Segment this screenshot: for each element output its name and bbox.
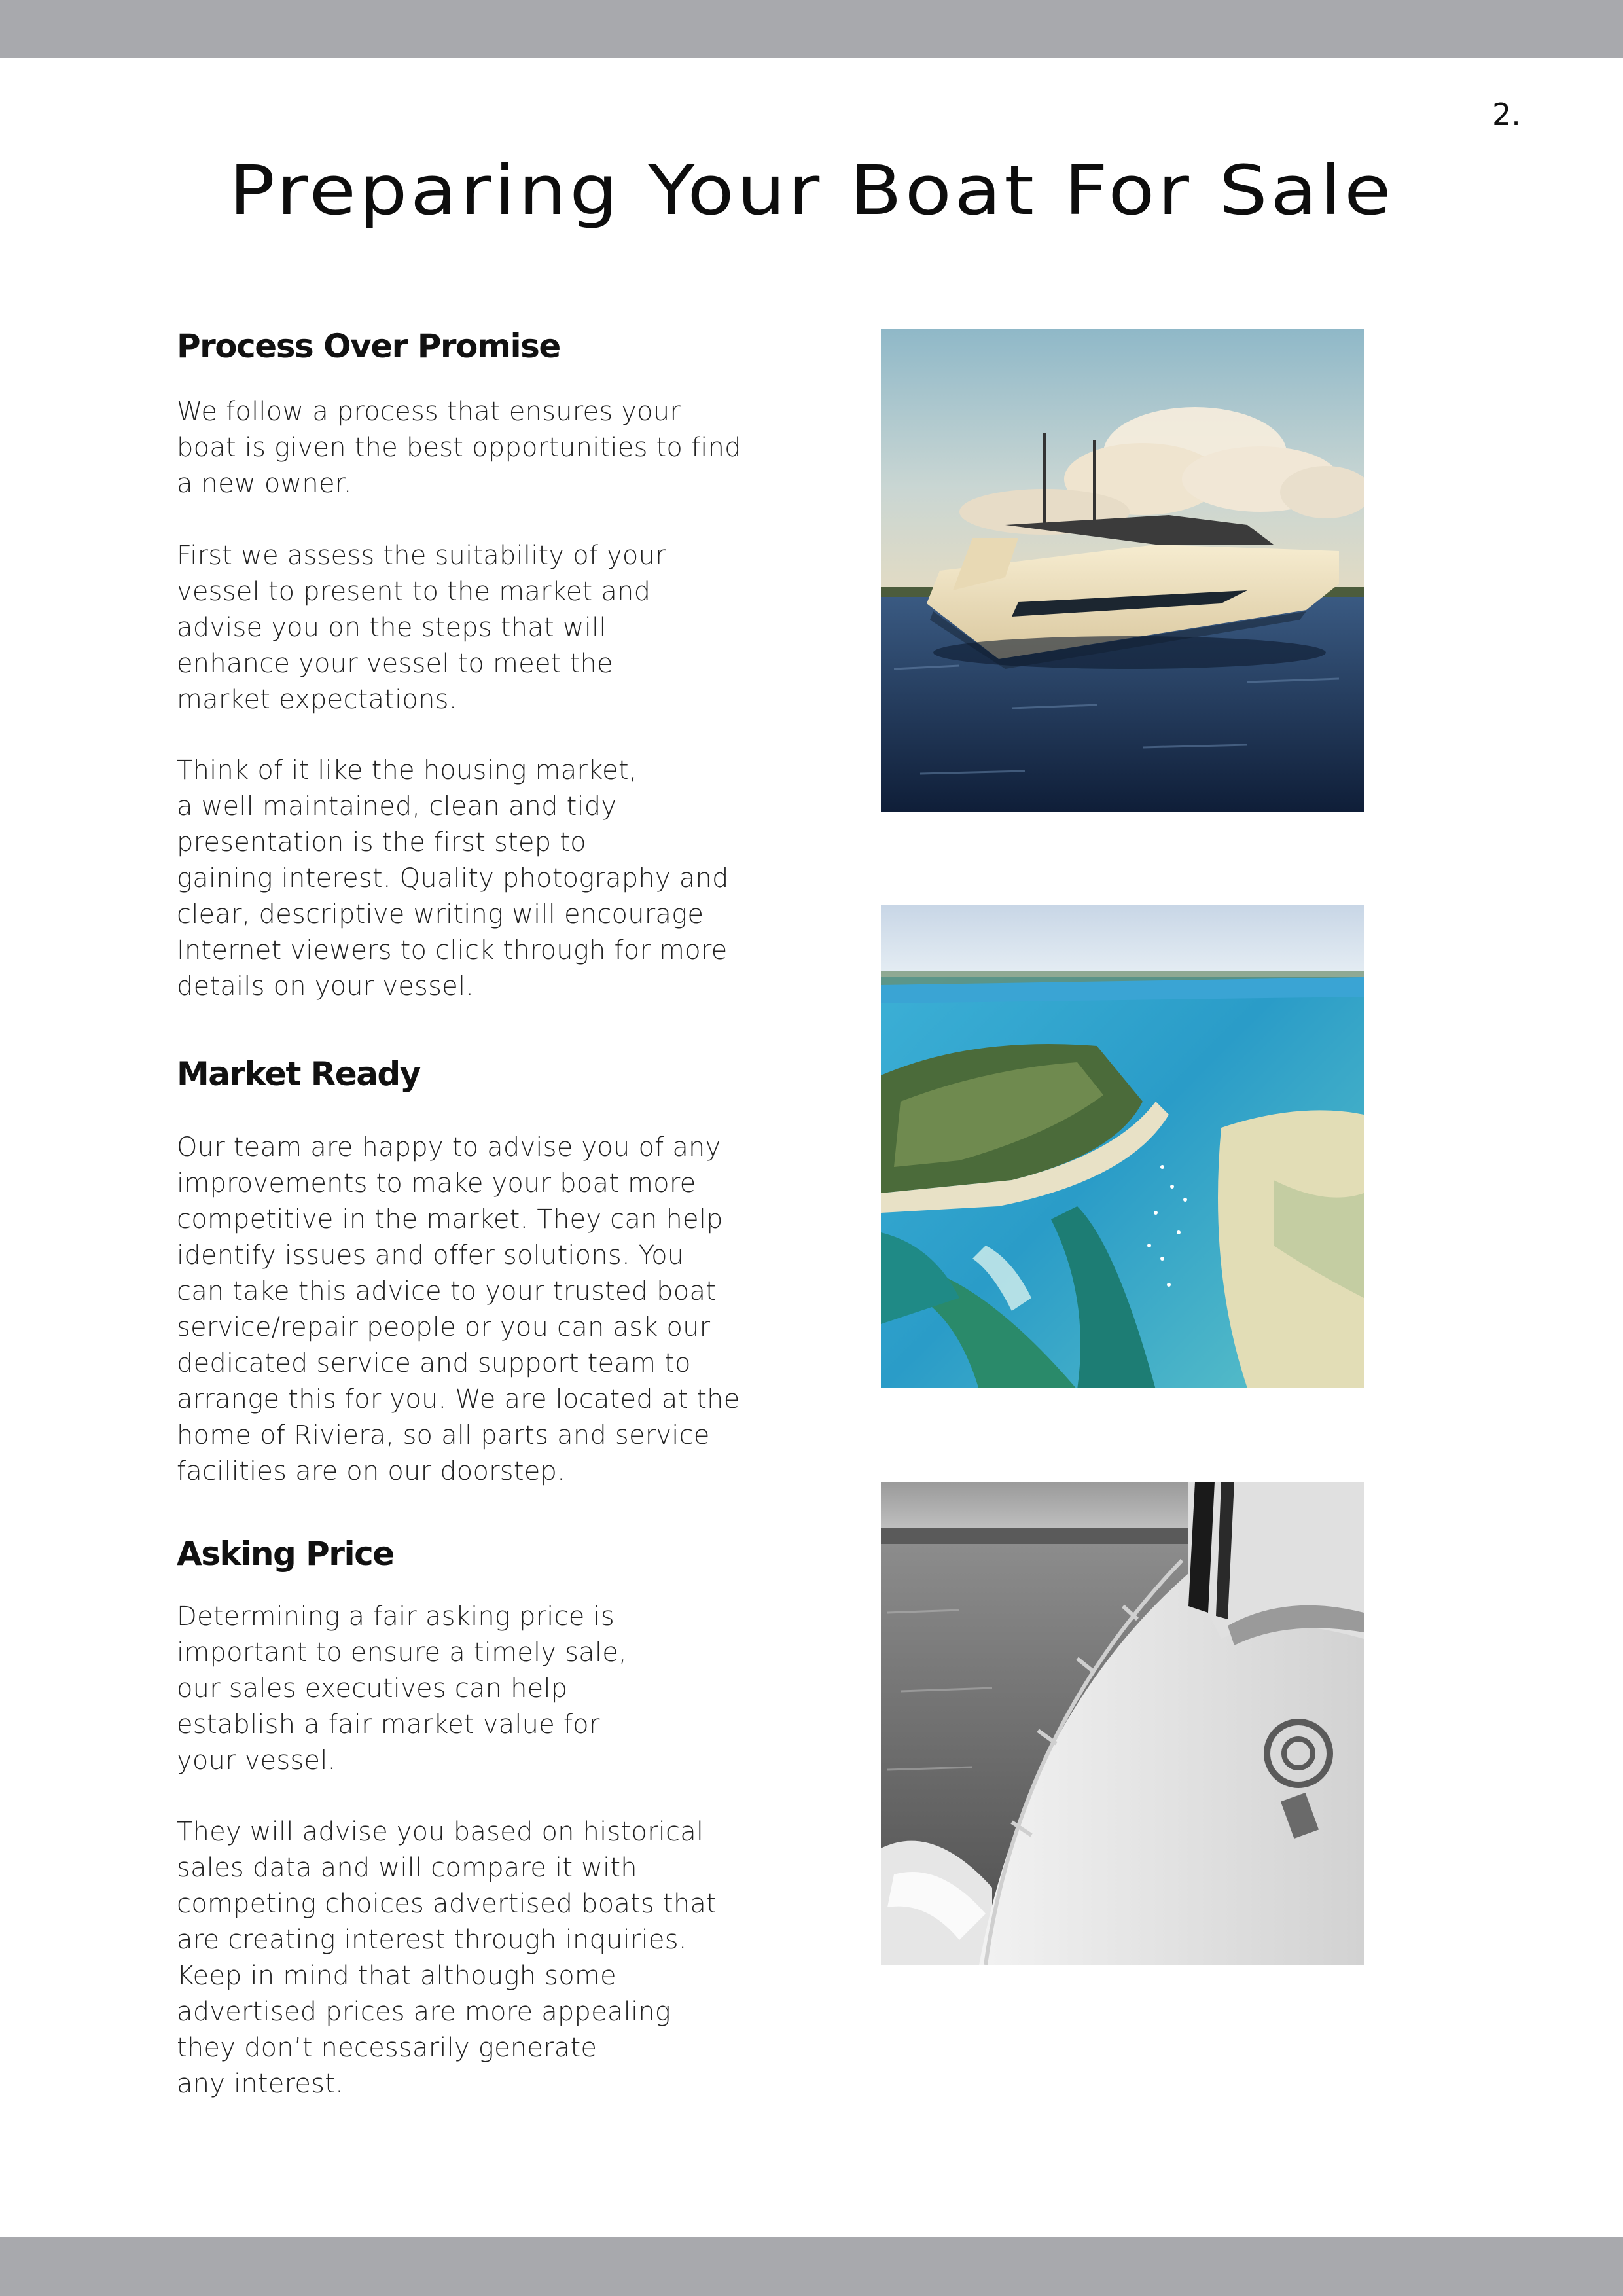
top-band bbox=[0, 0, 1623, 58]
paragraph-text: Determining a fair asking price is important to ensure a timely sale, our sales executives can help establish a fair market value for your vessel. bbox=[177, 1602, 627, 1776]
paragraph bbox=[177, 1130, 766, 1490]
paragraph bbox=[177, 753, 766, 1005]
paragraph bbox=[177, 1814, 766, 2102]
section-process-over-promise bbox=[177, 327, 766, 365]
paragraph-text: Think of it like the housing market, a well maintained, clean and tidy presentation is the first step to gaining interest. Quality photography and clear, descriptive writing will encourage Internet viewers to click through for more details on your vessel. bbox=[177, 755, 729, 1001]
paragraph bbox=[177, 538, 766, 718]
paragraph bbox=[177, 394, 766, 502]
bottom-band bbox=[0, 2237, 1623, 2296]
page-number: 2. bbox=[1492, 97, 1521, 132]
paragraph-text: First we assess the suitability of your vessel to present to the market and advise you on the steps that will enhance your vessel to meet the market expectations. bbox=[177, 541, 666, 715]
section-heading: Market Ready bbox=[177, 1055, 420, 1093]
photo-yacht-on-water bbox=[881, 329, 1364, 812]
photo-aerial-coastline bbox=[881, 905, 1364, 1388]
photo-boat-deck-bw bbox=[881, 1482, 1364, 1965]
page-title: Preparing Your Boat For Sale bbox=[228, 151, 1395, 230]
section-asking-price bbox=[177, 1535, 766, 1573]
paragraph-text: Our team are happy to advise you of any improvements to make your boat more competitive in the market. They can help identify issues and offer solutions. You can take this advice to your trusted boat service/repair people or you can ask our dedicated service and support team to arrange this for you. We are located at the home of Riviera, so all parts and service facilities are on our doorstep. bbox=[177, 1132, 740, 1486]
section-heading: Asking Price bbox=[177, 1535, 394, 1573]
paragraph-text: We follow a process that ensures your boat is given the best opportunities to find a new owner. bbox=[177, 397, 741, 499]
paragraph-text: They will advise you based on historical sales data and will compare it with competing choices advertised boats that are creating interest through inquiries. Keep in mind that although some advertised prices are more appealing they don’t necessarily generate any interest. bbox=[177, 1817, 717, 2099]
section-heading: Process Over Promise bbox=[177, 327, 560, 365]
section-market-ready bbox=[177, 1055, 766, 1093]
paragraph bbox=[177, 1599, 766, 1779]
